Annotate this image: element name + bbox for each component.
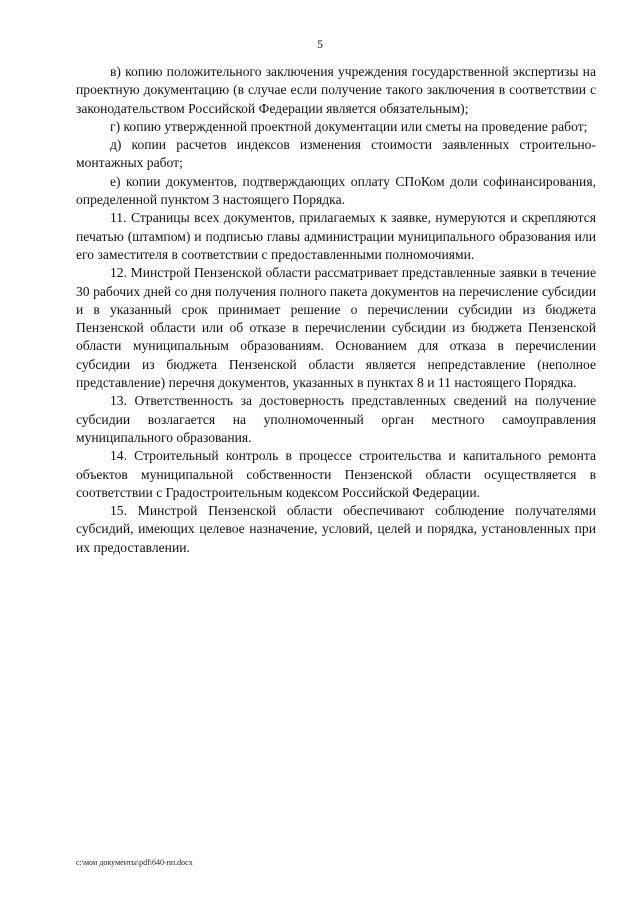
- paragraph-item-d: д) копии расчетов индексов изменения стоимости заявленных строительно-монтажных работ;: [76, 137, 596, 171]
- paragraph-item-e: е) копии документов, подтверждающих оплату СПоКом доли софинансирования, определенной пунктом 3 настоящего Порядка.: [76, 173, 596, 208]
- paragraph-item-v: в) копию положительного заключения учреждения государственной экспертизы на проектную документацию (в случае если получение такого заключения в соответствии с законодательством Российской Федерации является обязательным);: [76, 64, 596, 116]
- paragraph-section-12: 12. Минстрой Пензенской области рассматривает представленные заявки в течение 30 рабочих дней со дня получения полного пакета документов на перечисление субсидии и в указанный срок принимает решение о перечислении субсидии из бюджета Пензенской области или об отказе в перечислении субсидии из бюджета Пензенской области муниципальным образованиям. Основанием для отказа в перечислении субсидии из бюджета Пензенской области является непредставление (неполное представление) перечня документов, указанных в пунктах 8 и 11 настоящего Порядка.: [76, 265, 596, 391]
- paragraph-section-11: 11. Страницы всех документов, прилагаемых к заявке, нумеруются и скрепляются печатью (штампом) и подписью главы администрации муниципального образования или его заместителя в соответствии с предоставленными полномочиями.: [76, 210, 596, 262]
- document-body: [76, 63, 596, 557]
- paragraph-section-15: 15. Минстрой Пензенской области обеспечивают соблюдение получателями субсидий, имеющих целевое назначение, условий, целей и порядка, установленных при их предоставлении.: [76, 503, 596, 555]
- paragraph-section-14: 14. Строительный контроль в процессе строительства и капитального ремонта объектов муниципальной собственности Пензенской области осуществляется в соответствии с Градостроительным кодексом Российской Федерации.: [76, 448, 596, 500]
- paragraph-item-g: г) копию утвержденной проектной документации или сметы на проведение работ;: [110, 118, 588, 134]
- paragraph-section-13: 13. Ответственность за достоверность представленных сведений на получение субсидии возлагается на уполномоченный орган местного самоуправления муниципального образования.: [76, 393, 596, 445]
- page-number: 5: [317, 37, 323, 51]
- footer-file-path: c:\мои документы\pdf\640-пп.docx: [76, 858, 193, 867]
